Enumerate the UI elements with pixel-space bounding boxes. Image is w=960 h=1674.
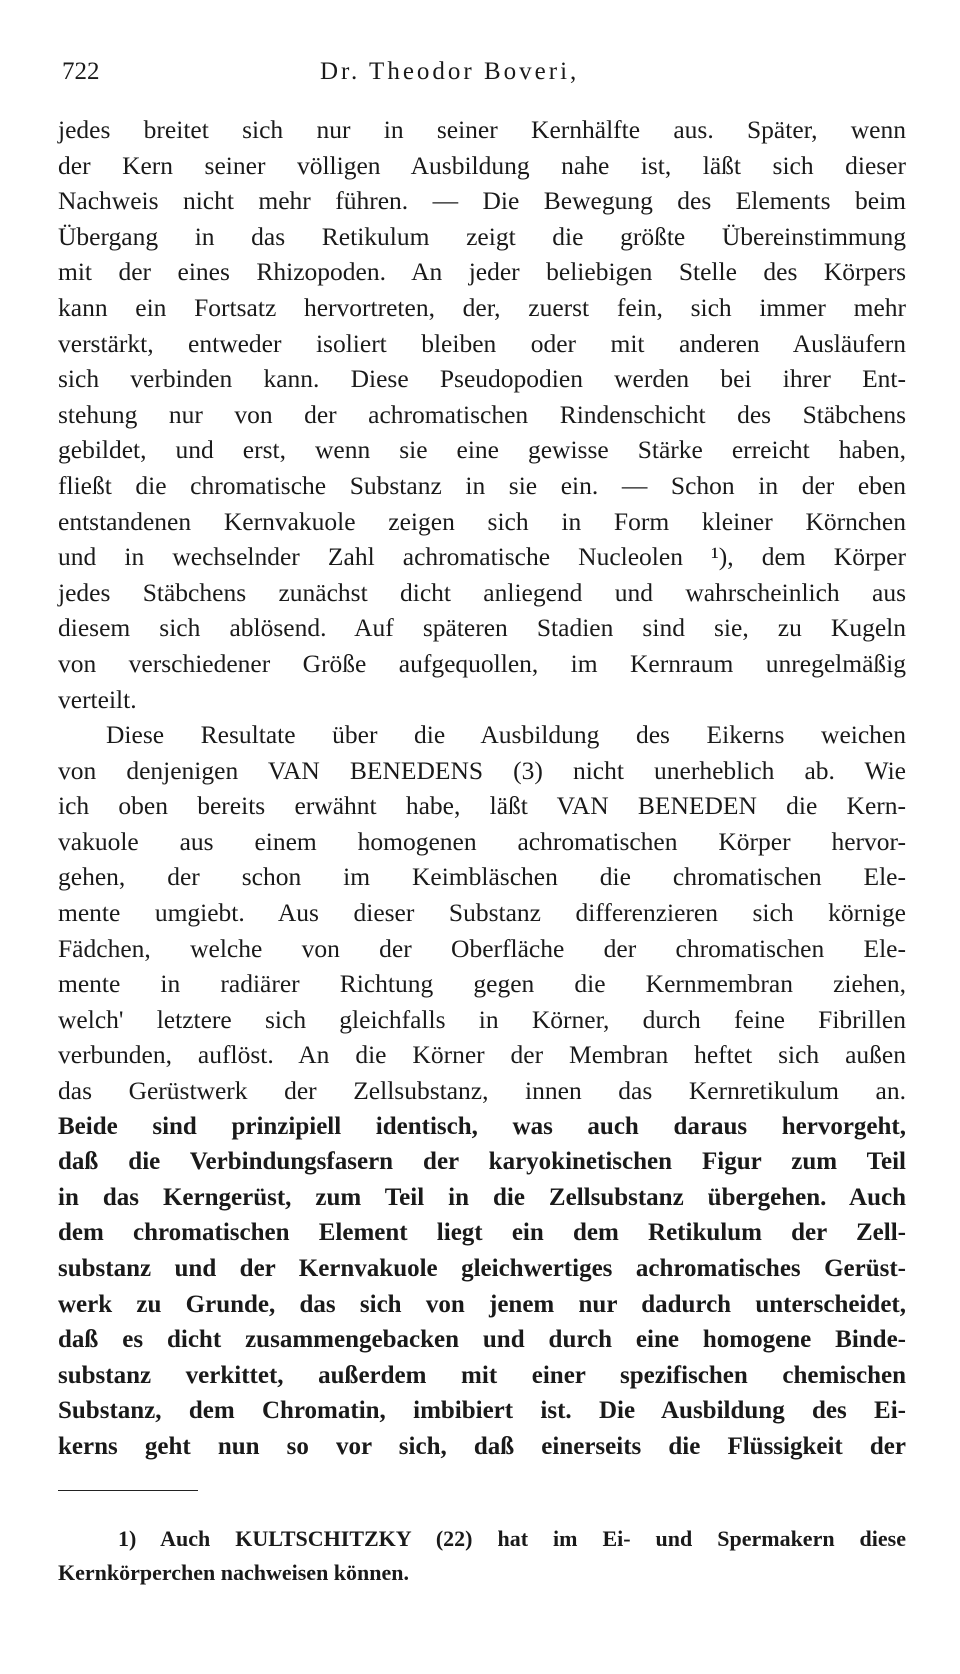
text-line: ich oben bereits erwähnt habe, läßt VAN BENEDEN die Kern- [58, 791, 906, 821]
footnote-line: Kernkörperchen nachweisen können. [58, 1560, 410, 1585]
text-line: entstandenen Kernvakuole zeigen sich in Form kleiner Körnchen [58, 506, 906, 536]
text-line: jedes breitet sich nur in seiner Kernhälfte aus. Später, wenn [58, 115, 906, 144]
text-line: verbunden, auflöst. An die Körner der Membran heftet sich außen [58, 1040, 906, 1070]
footnote-line: 1) Auch KULTSCHITZKY (22) hat im Ei- und Spermakern diese [118, 1526, 906, 1551]
footnote-divider [58, 1490, 198, 1491]
text-line: Übergang in das Retikulum zeigt die größte Übereinstimmung [58, 221, 906, 251]
text-line: in das Kerngerüst, zum Teil in die Zellsubstanz übergehen. Auch [58, 1183, 906, 1211]
text-line: vakuole aus einem homogenen achromatischen Körper hervor- [58, 826, 906, 856]
text-line: von verschiedener Größe aufgequollen, im Kernraum unregelmäßig [58, 648, 906, 678]
text-line: daß es dicht zusammengebacken und durch eine homogene Binde- [58, 1326, 906, 1354]
text-line: Fädchen, welche von der Oberfläche der chromatischen Ele- [58, 933, 906, 963]
text-line: gehen, der schon im Keimbläschen die chromatischen Ele- [58, 862, 906, 892]
text-line: Nachweis nicht mehr führen. — Die Bewegung des Elements beim [58, 186, 906, 216]
page-header [62, 58, 902, 98]
text-line: verteilt. [58, 684, 137, 714]
text-line: mit der eines Rhizopoden. An jeder beliebigen Stelle des Körpers [58, 257, 906, 287]
text-line: kerns geht nun so vor sich, daß einerseits die Flüssigkeit der [58, 1432, 906, 1460]
text-line: diesem sich ablösend. Auf späteren Stadien sind sie, zu Kugeln [58, 613, 906, 643]
text-line: mente umgiebt. Aus dieser Substanz differenzieren sich körnige [58, 898, 906, 928]
text-line: der Kern seiner völligen Ausbildung nahe ist, läßt sich dieser [58, 150, 906, 180]
text-line: jedes Stäbchens zunächst dicht anliegend und wahrscheinlich aus [58, 577, 906, 607]
text-line: dem chromatischen Element liegt ein dem Retikulum der Zell- [58, 1219, 906, 1247]
text-line: und in wechselnder Zahl achromatische Nucleolen ¹), dem Körper [58, 542, 906, 572]
text-line: verstärkt, entweder isoliert bleiben oder mit anderen Ausläufern [58, 328, 906, 358]
footnotes [58, 1522, 906, 1590]
text-line: welch' letztere sich gleichfalls in Körner, durch feine Fibrillen [58, 1004, 906, 1034]
text-line: gebildet, und erst, wenn sie eine gewisse Stärke erreicht haben, [58, 435, 906, 465]
text-line: substanz verkittet, außerdem mit einer spezifischen chemischen [58, 1361, 906, 1389]
text-line: substanz und der Kernvakuole gleichwertiges achromatisches Gerüst- [58, 1255, 906, 1282]
body-text [58, 112, 906, 1465]
text-line: Beide sind prinzipiell identisch, was auch daraus hervorgeht, [58, 1112, 906, 1140]
text-line: kann ein Fortsatz hervortreten, der, zuerst fein, sich immer mehr [58, 292, 906, 322]
text-line: daß die Verbindungsfasern der karyokinetischen Figur zum Teil [58, 1148, 906, 1176]
text-line: mente in radiärer Richtung gegen die Kernmembran ziehen, [58, 969, 906, 999]
text-line: Substanz, dem Chromatin, imbibiert ist. Die Ausbildung des Ei- [58, 1397, 906, 1425]
text-line: Diese Resultate über die Ausbildung des Eikerns weichen [106, 720, 906, 750]
text-line: sich verbinden kann. Diese Pseudopodien werden bei ihrer Ent- [58, 364, 906, 394]
text-line: fließt die chromatische Substanz in sie ein. — Schon in der eben [58, 470, 906, 500]
text-line: werk zu Grunde, das sich von jenem nur dadurch unterscheidet, [58, 1290, 906, 1318]
text-line: von denjenigen VAN BENEDENS (3) nicht unerheblich ab. Wie [58, 755, 906, 785]
page-number: 722 [62, 58, 100, 85]
text-line: stehung nur von der achromatischen Rindenschicht des Stäbchens [58, 399, 906, 429]
running-head: Dr. Theodor Boveri, [320, 58, 580, 85]
text-line: das Gerüstwerk der Zellsubstanz, innen das Kernretikulum an. [58, 1076, 906, 1106]
